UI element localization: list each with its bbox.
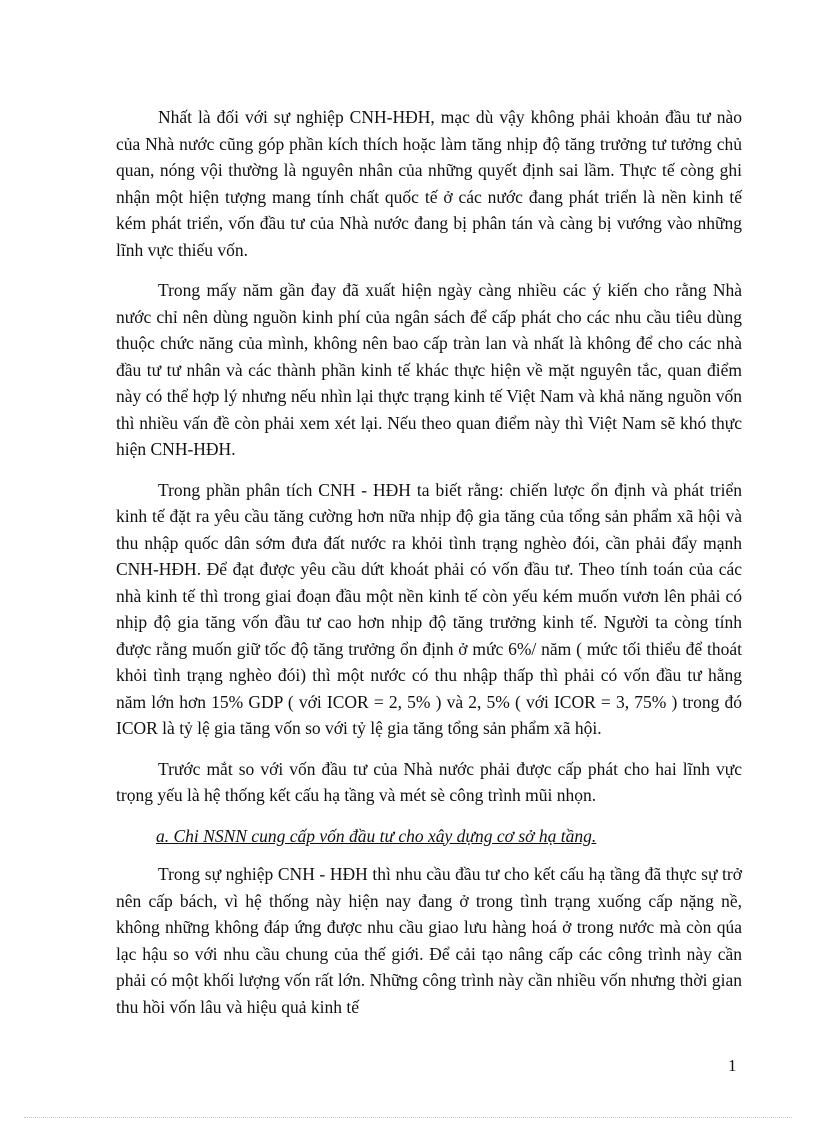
paragraph-3: Trong phần phân tích CNH - HĐH ta biết rằng: chiến lược ổn định và phát triển kinh tế đặt ra yêu cầu tăng cường hơn nữa nhịp độ gia tăng của tổng sản phẩm xã hội và thu nhập quốc dân sớm đưa đất nước ra khỏi tình trạng nghèo đói, cần phải đẩy mạnh CNH-HĐH. Để đạt được yêu cầu dứt khoát phải có vốn đầu tư. Theo tính toán của các nhà kinh tế thì trong giai đoạn đầu một nền kinh tế còn yếu kém muốn vươn lên phải có nhịp độ gia tăng vốn đầu tư cao hơn nhịp độ tăng trưởng kinh tế. Người ta còng tính được rằng muốn giữ tốc độ tăng trưởng ổn định ở mức 6%/ năm ( mức tối thiểu để thoát khỏi tình trạng nghèo đói) thì một nước có thu nhập thấp thì phải có vốn đầu tư hằng năm lớn hơn 15% GDP ( với ICOR = 2, 5% ) và 2, 5% ( với ICOR = 3, 75% ) trong đó ICOR là tỷ lệ gia tăng vốn so với tỷ lệ gia tăng tổng sản phẩm xã hội. [116,479,742,738]
page-number: 1 [728,1056,737,1075]
section-heading: a. Chi NSNN cung cấp vốn đầu tư cho xây dựng cơ sở hạ tầng. [156,825,597,846]
paragraph-2: Trong mấy năm gần đay đã xuất hiện ngày càng nhiều các ý kiến cho rằng Nhà nước chỉ nên dùng nguồn kinh phí của ngân sách để cấp phát cho các nhu cầu tiêu dùng thuộc chức năng của mình, không nên bao cấp tràn lan và nhất là không để cho các nhà đầu tư tư nhân và các thành phần kinh tế khác thực hiện về mặt nguyên tắc, quan điểm này có thể hợp lý nhưng nếu nhìn lại thực trạng kinh tế Việt Nam và khả năng nguồn vốn thì nhiều vấn đề còn phải xem xét lại. Nếu theo quan điểm này thì Việt Nam sẽ khó thực hiện CNH-HĐH. [116,280,742,459]
paragraph-4: Trước mắt so với vốn đầu tư của Nhà nước phải được cấp phát cho hai lĩnh vực trọng yếu là hệ thống kết cấu hạ tầng và mét sè công trình mũi nhọn. [116,758,742,805]
paragraph-1: Nhất là đối với sự nghiệp CNH-HĐH, mạc dù vậy không phải khoản đầu tư nào của Nhà nước cũng góp phần kích thích hoặc làm tăng nhịp độ tăng trưởng tư tưởng chủ quan, nóng vội thường là nguyên nhân của những quyết định sai lầm. Thực tế còng ghi nhận một hiện tượng mang tính chất quốc tế ở các nước đang phát triển là nền kinh tế kém phát triển, vốn đầu tư của Nhà nước đang bị phân tán và càng bị vướng vào những lĩnh vực thiếu vốn. [116,107,742,260]
paragraph-5: Trong sự nghiệp CNH - HĐH thì nhu cầu đầu tư cho kết cấu hạ tầng đã thực sự trở nên cấp bách, vì hệ thống này hiện nay đang ở trong tình trạng xuống cấp nặng nề, không những không đáp ứng được nhu cầu giao lưu hàng hoá ở trong nước mà còn qúa lạc hậu so với nhu cầu chung của thế giới. Để cải tạo nâng cấp các công trình này cần phải có một khối lượng vốn rất lớn. Những công trình này cần nhiều vốn nhưng thời gian thu hồi vốn lâu và hiệu quả kinh tế [116,864,742,1017]
document-body [116,104,742,1034]
page-bottom-divider [24,1117,792,1118]
